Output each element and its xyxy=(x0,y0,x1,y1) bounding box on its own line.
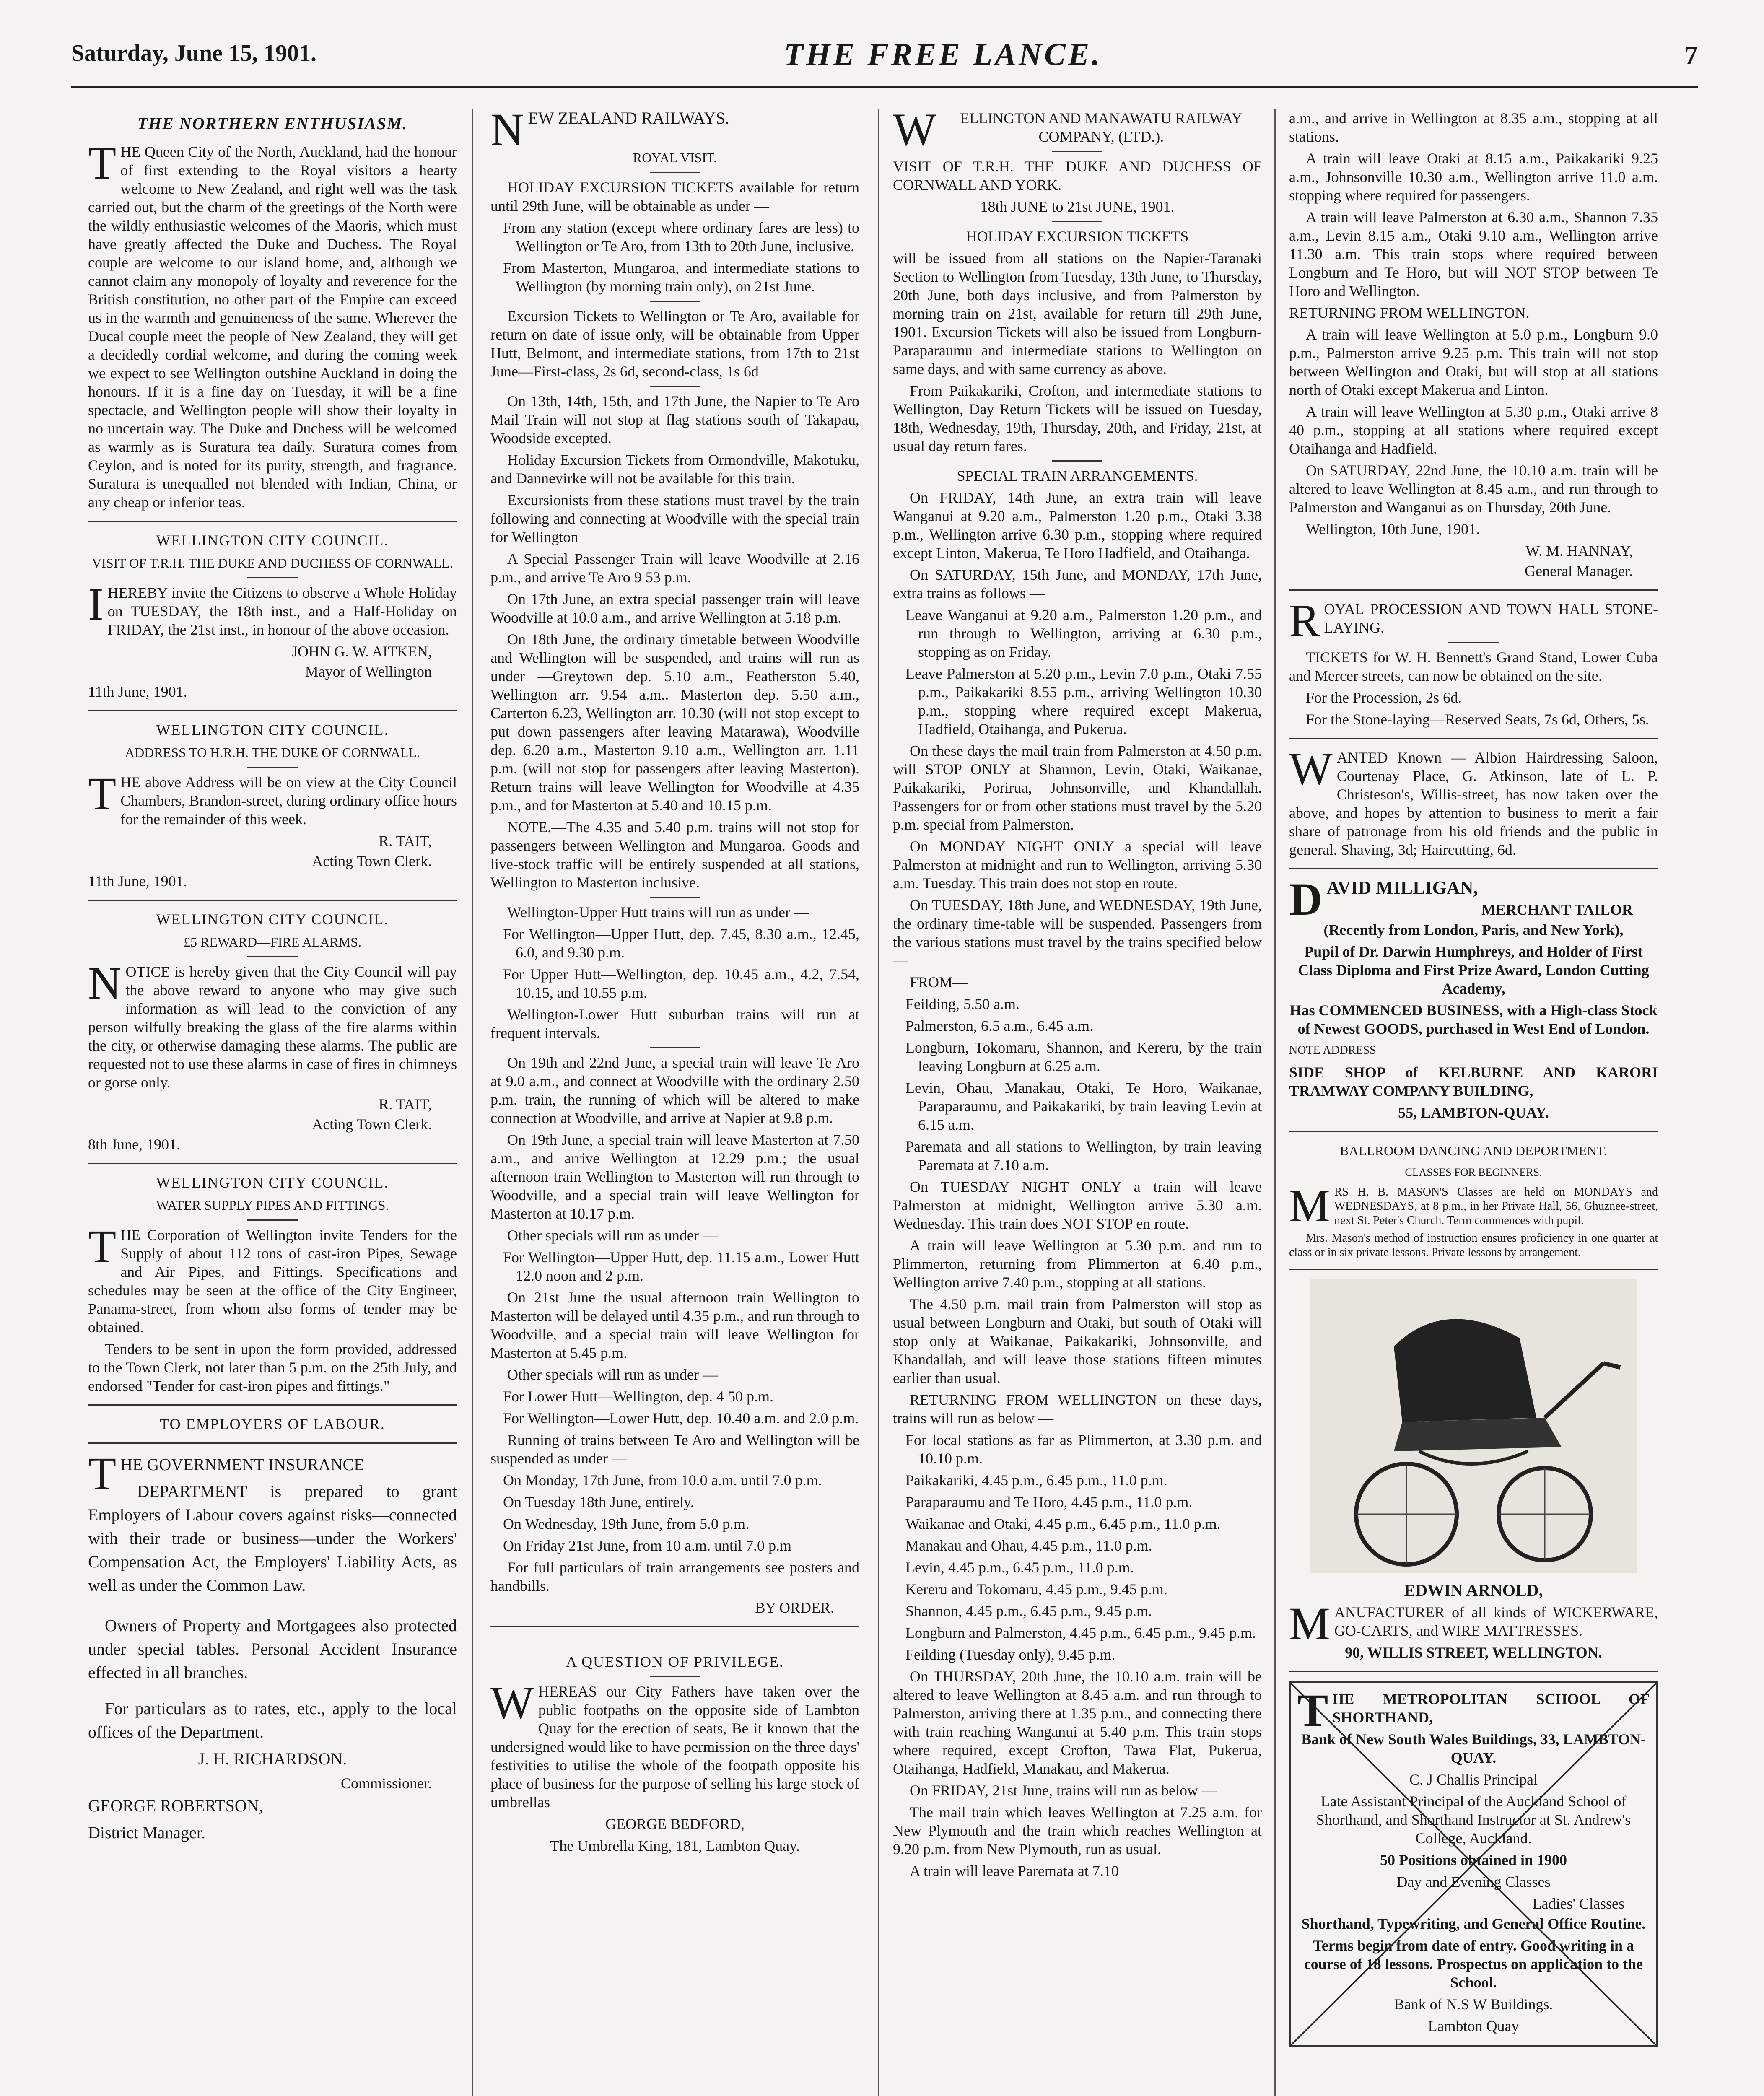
ad-body: (Recently from London, Paris, and New York), xyxy=(1323,921,1624,938)
paragraph: FROM— xyxy=(910,974,968,991)
signature: R. TAIT, xyxy=(379,833,432,849)
divider xyxy=(1289,1671,1658,1672)
ad-body: MANUFACTURER of all kinds of WICKERWARE, GO-CARTS, and WIRE MATTRESSES. xyxy=(1289,1598,1658,1649)
paragraph: A train will leave Palmerston at 6.30 a.m., Shannon 7.35 a.m., Levin 8.15 a.m., Otaki 9.10 a.m., Wellington arrive 11.30 a.m. This train stops where required between Longburn and Te Horo, but will NOT STOP between Te Horo and Wellington. xyxy=(1289,209,1658,299)
drop-cap: M xyxy=(1289,1180,1330,1231)
drop-cap: N xyxy=(490,104,524,155)
paragraph: On TUESDAY NIGHT ONLY a train will leave Palmerston at midnight, Wellington arrive 5.30 a.m. Wednesday. This train does NOT STOP en route. xyxy=(893,1178,1262,1232)
ad-heading: DAVID MILLIGAN, xyxy=(1289,874,1478,925)
cross-out-mark xyxy=(1291,1683,1656,2045)
paragraph: Kereru and Tokomaru, 4.45 p.m., 9.45 p.m. xyxy=(905,1581,1167,1598)
paragraph: Wellington-Upper Hutt trains will run as under — xyxy=(507,904,809,921)
ad-body: Has COMMENCED BUSINESS, with a High-class Stock of Newest GOODS, purchased in West End of London. xyxy=(1289,1002,1658,1037)
divider xyxy=(88,1404,457,1406)
paragraph: For Wellington—Lower Hutt, dep. 10.40 a.m. and 2.0 p.m. xyxy=(503,1410,859,1427)
column-3 xyxy=(893,104,1262,1883)
metropolitan-school-ad xyxy=(1289,1681,1658,2047)
paragraph: Palmerston, 6.5 a.m., 6.45 a.m. xyxy=(905,1017,1093,1034)
paragraph: On Wednesday, 19th June, from 5.0 p.m. xyxy=(503,1515,750,1532)
drop-cap: R xyxy=(1289,595,1320,646)
paragraph: RETURNING FROM WELLINGTON on these days, trains will run as below — xyxy=(893,1391,1262,1427)
paragraph: A train will leave Wellington at 5.30 p.m. and run to Plimmerton, returning from Plimmerton at 6.40 p.m., Wellington arrive 7.40 p.m., stopping at all stations. xyxy=(893,1237,1262,1291)
paragraph: Running of trains between Te Aro and Wellington will be suspended as under — xyxy=(490,1432,859,1467)
header-rule xyxy=(71,86,1698,88)
paragraph: Other specials will run as under — xyxy=(507,1227,718,1244)
subheading: RETURNING FROM WELLINGTON. xyxy=(1289,304,1530,321)
paragraph: On 19th and 22nd June, a special train will leave Te Aro at 9.0 a.m., and connect at Woodville with the ordinary 2.50 p.m. train, the running of which will be altered to make connection at Woodville, and arrive at Napier at 9.8 p.m. xyxy=(490,1054,859,1126)
paragraph: will be issued from all stations on the Napier-Taranaki Section to Wellington from Tuesday, 13th June, to Thursday, 20th June, both days inclusive, and from Palmerston by morning train on 21st, available for return till 29th June, 1901. Excursion Tickets will also be issued from Longburn-Paraparaumu and intermediate stations to Wellington on same days, and with same currency as above. xyxy=(893,250,1262,377)
paragraph: Paikakariki, 4.45 p.m., 6.45 p.m., 11.0 p.m. xyxy=(905,1472,1167,1489)
paragraph: Paremata and all stations to Wellington, by train leaving Paremata at 7.10 a.m. xyxy=(905,1138,1262,1173)
paragraph: A train will leave Paremata at 7.10 xyxy=(910,1863,1119,1879)
notice-title: VISIT OF T.R.H. THE DUKE AND DUCHESS OF CORNWALL. xyxy=(92,555,453,571)
drop-cap: M xyxy=(1289,1598,1330,1649)
signature-role: District Manager. xyxy=(88,1823,205,1842)
notice-body: THE above Address will be on view at the City Council Chambers, Brandon-street, during ordinary office hours for the remainder of this week. xyxy=(88,768,457,828)
paragraph: On 19th June, a special train will leave Masterton at 7.50 a.m., and arrive Wellington at 12.29 p.m.; the usual afternoon train Wellington to Masterton will run through to Woodville, and a special train will leave Wellington for Masterton at 10.17 p.m. xyxy=(490,1131,859,1222)
ad-body: WANTED Known — Albion Hairdressing Saloon, Courtenay Place, G. Atkinson, late of L. P. Christeson's, Willis-street, has now taken over the above, and hopes by attention to business to merit a fair share of patronage from his old friends and the public in general. Shaving, 3d; Haircutting, 6d. xyxy=(1289,743,1658,858)
paragraph: For full particulars of train arrangements see posters and handbills. xyxy=(490,1559,859,1594)
paragraph: Leave Wanganui at 9.20 a.m., Palmerston 1.20 p.m., and run through to Wellington, arriving at 6.30 p.m., stopping as on Friday. xyxy=(905,607,1262,660)
paragraph: Longburn, Tokomaru, Shannon, and Kereru, by the train leaving Longburn at 6.25 a.m. xyxy=(905,1039,1262,1074)
paragraph: On 17th June, an extra special passenger train will leave Woodville at 10.0 a.m., and arrive Wellington at 5.18 p.m. xyxy=(490,591,859,626)
ad-body: Mrs. Mason's method of instruction ensures proficiency in one quarter at class or in six private lessons. Private lessons by arrangement. xyxy=(1289,1232,1658,1259)
paragraph: a.m., and arrive in Wellington at 8.35 a.m., stopping at all stations. xyxy=(1289,110,1658,145)
paragraph: From any station (except where ordinary fares are less) to Wellington or Te Aro, from 13th to 20th June, inclusive. xyxy=(503,219,859,254)
signature-role: General Manager. xyxy=(1525,563,1633,579)
ad-body: For the Procession, 2s 6d. xyxy=(1306,689,1462,706)
drop-cap: T xyxy=(1297,1685,1328,1736)
paragraph: 18th JUNE to 21st JUNE, 1901. xyxy=(980,198,1175,215)
issue-date: Saturday, June 15, 1901. xyxy=(71,40,316,66)
drop-cap: I xyxy=(88,578,104,630)
page-number: 7 xyxy=(1684,40,1698,70)
paragraph: Longburn and Palmerston, 4.45 p.m., 6.45 p.m., 9.45 p.m. xyxy=(905,1624,1256,1641)
paragraph: On Tuesday 18th June, entirely. xyxy=(503,1494,694,1510)
paragraph: Wellington-Lower Hutt suburban trains will run at frequent intervals. xyxy=(490,1006,859,1041)
ad-body: MRS H. B. MASON'S Classes are held on MONDAYS and WEDNESDAYS, at 8 p.m., in her Private Hall, 56, Ghuznee-street, next St. Peter's Church. Term commences with pupil. xyxy=(1289,1180,1658,1231)
paragraph: From Masterton, Mungaroa, and intermediate stations to Wellington (by morning train only), on 21st June. xyxy=(503,259,859,295)
ad-body: 50 Positions obtained in 1900 xyxy=(1380,1852,1567,1868)
divider xyxy=(88,1442,457,1444)
paragraph: On TUESDAY, 18th June, and WEDNESDAY, 19th June, the ordinary time-table will be suspended. Passengers from the various stations must travel by the trains specified below — xyxy=(893,897,1262,969)
notice-date: 8th June, 1901. xyxy=(88,1136,180,1153)
paragraph: A Special Passenger Train will leave Woodville at 2.16 p.m., and arrive Te Aro 9 53 p.m. xyxy=(490,550,859,586)
notice-body: NOTICE is hereby given that the City Council will pay the above reward to anyone who may give such information as will lead to the conviction of any person wilfully breaking the glass of the fire alarms within the city, or otherwise damaging these alarms. The public are requested not to use these alarms in case of fires in chimneys or gorse only. xyxy=(88,957,457,1091)
paragraph: Other specials will run as under — xyxy=(507,1366,718,1383)
paragraph: From Paikakariki, Crofton, and intermediate stations to Wellington, Day Return Tickets will be issued on Tuesday, 18th, Wednesday, 19th, Thursday, 20th, and Friday, 21st, at usual day return fares. xyxy=(893,382,1262,454)
divider xyxy=(88,900,457,901)
ad-body: Ladies' Classes xyxy=(1532,1895,1624,1912)
paragraph: Feilding, 5.50 a.m. xyxy=(905,996,1019,1012)
ad-heading: THE METROPOLITAN SCHOOL OF SHORTHAND, xyxy=(1297,1685,1650,1736)
ad-body: For particulars as to rates, etc., apply to the local offices of the Department. xyxy=(88,1699,457,1741)
paragraph: Holiday Excursion Tickets from Ormondville, Makotuku, and Dannevirke will not be available for this train. xyxy=(490,451,859,487)
paragraph: On 21st June the usual afternoon train Wellington to Masterton will be delayed until 4.35 p.m., and run through to Woodville, and a special train will leave Wellington for Masterton at 5.45 p.m. xyxy=(490,1289,859,1361)
paragraph: For local stations as far as Plimmerton, at 3.30 p.m. and 10.10 p.m. xyxy=(905,1432,1262,1467)
paragraph: On 18th June, the ordinary timetable between Woodville and Wellington will be suspended, and trains will run as under —Greytown dep. 5.10 a.m., Featherston 5.40, Wellington arr. 9.54 a.m.. Masterton dep. 5.50 a.m., Carterton 6.23, Wellington arr. 10.30 (will not stop except to put down passengers after leaving Matarawa), Woodville dep. 6.20 a.m., Masterton 9.10 a.m., Wellington arr. 1.11 p.m. (will not stop for passengers after leaving Masterton). Return trains will leave Wellington for Woodville at 4.35 p.m., and for Masterton at 5.40 and 10.15 p.m. xyxy=(490,631,859,814)
paragraph: On SATURDAY, 15th June, and MONDAY, 17th June, extra trains as follows — xyxy=(893,566,1262,602)
paragraph: Shannon, 4.45 p.m., 6.45 p.m., 9.45 p.m. xyxy=(905,1603,1152,1619)
column-2 xyxy=(490,104,859,1858)
ad-body: 55, LAMBTON-QUAY. xyxy=(1398,1104,1549,1121)
notice-heading: NEW ZEALAND RAILWAYS. xyxy=(490,104,729,155)
paragraph: On Friday 21st June, from 10 a.m. until 7.0 p.m xyxy=(503,1537,791,1554)
ad-body: Day and Evening Classes xyxy=(1396,1873,1551,1890)
pram-illustration xyxy=(1310,1279,1637,1573)
divider xyxy=(1289,738,1658,739)
divider xyxy=(247,577,298,578)
ad-body: Owners of Property and Mortgagees also protected under special tables. Personal Accident Insurance effected in all branches. xyxy=(88,1616,457,1682)
ad-body: Terms begin from date of entry. Good writing in a course of 18 lessons. Prospectus on application to the School. xyxy=(1304,1937,1643,1991)
ad-body: Lambton Quay xyxy=(1428,2018,1519,2034)
drop-cap: W xyxy=(490,1677,534,1728)
divider xyxy=(650,172,700,173)
column-1 xyxy=(88,109,457,1848)
notice-subheading: ROYAL VISIT. xyxy=(633,150,717,165)
drop-cap: T xyxy=(88,768,117,819)
signature: GEORGE ROBERTSON, xyxy=(88,1796,263,1815)
notice-title: ADDRESS TO H.R.H. THE DUKE OF CORNWALL. xyxy=(125,745,420,760)
paragraph: Leave Palmerston at 5.20 p.m., Levin 7.0 p.m., Otaki 7.55 p.m., Paikakariki 8.55 p.m., arriving Wellington 10.30 p.m., stopping where required except Makerua, Hadfield, Otaihanga, and Pukerua. xyxy=(905,665,1262,737)
drop-cap: N xyxy=(88,957,122,1009)
notice-heading: WELLINGTON CITY COUNCIL. xyxy=(156,911,389,928)
paragraph: A train will leave Wellington at 5.0 p.m., Longburn 9.0 p.m., Palmerston arrive 9.25 p.m. This train will not stop between Wellington and Otaki, but will stop at all stations north of Otaki except Makerua and Linton. xyxy=(1289,326,1658,398)
divider xyxy=(650,386,700,387)
signature-role: Commissioner. xyxy=(340,1775,432,1792)
masthead: THE FREE LANCE. xyxy=(784,37,1102,72)
ad-subheading: CLASSES FOR BEGINNERS. xyxy=(1405,1166,1542,1178)
paragraph: Levin, Ohau, Manakau, Otaki, Te Horo, Waikanae, Paraparaumu, and Paikakariki, by train leaving Levin at 6.15 a.m. xyxy=(905,1079,1262,1133)
notice-date: 11th June, 1901. xyxy=(88,683,187,700)
ad-heading: TO EMPLOYERS OF LABOUR. xyxy=(160,1416,385,1432)
paragraph: HOLIDAY EXCURSION TICKETS available for return until 29th June, will be obtainable as under — xyxy=(490,179,859,214)
ad-body: DEPARTMENT is prepared to grant Employers of Labour covers against risks—connected with their trade or business—under the Workers' Compensation Act, the Employers' Liability Acts, as well as under the Common Law. xyxy=(88,1482,457,1595)
ad-body: TICKETS for W. H. Bennett's Grand Stand, Lower Cuba and Mercer streets, can now be obtained on the site. xyxy=(1289,649,1658,684)
divider xyxy=(1289,1269,1658,1270)
paragraph: On FRIDAY, 21st June, trains will run as below — xyxy=(910,1782,1217,1799)
ad-heading: EDWIN ARNOLD, xyxy=(1404,1581,1543,1600)
signature-role: The Umbrella King, 181, Lambton Quay. xyxy=(550,1837,800,1854)
paragraph: On THURSDAY, 20th June, the 10.10 a.m. train will be altered to leave Wellington at 8.45 a.m. and run through to Palmerston, arriving there at 1.35 p.m., and connecting there with train reaching Wanganui at 5.40 p.m. This train stops where required, except Crofton, Tawa Flat, Pukerua, Otaihanga, Hadfield, Manakau, and Makerua. xyxy=(893,1668,1262,1777)
divider xyxy=(1289,868,1658,869)
divider xyxy=(1289,1131,1658,1132)
paragraph: On Monday, 17th June, from 10.0 a.m. until 7.0 p.m. xyxy=(503,1472,822,1489)
column-rule xyxy=(878,109,879,2096)
divider xyxy=(88,1163,457,1164)
paragraph: Manakau and Ohau, 4.45 p.m., 11.0 p.m. xyxy=(905,1537,1152,1554)
paragraph: On FRIDAY, 14th June, an extra train will leave Wanganui at 9.20 a.m., Palmerston 1.20 p.m., Otaki 3.38 p.m., Wellington arrive 6.30 p.m., stopping where required except Linton, Makerua, Te Horo Hadfield, and Otaihanga. xyxy=(893,489,1262,561)
ad-heading: ROYAL PROCESSION AND TOWN HALL STONE-LAYING. xyxy=(1289,595,1658,646)
paragraph: Wellington, 10th June, 1901. xyxy=(1306,521,1480,537)
notice-heading: WELLINGTON CITY COUNCIL. xyxy=(156,721,389,738)
ad-body: Pupil of Dr. Darwin Humphreys, and Holder of First Class Diploma and First Prize Award, London Cutting Academy, xyxy=(1298,943,1649,997)
paragraph: For Upper Hutt—Wellington, dep. 10.45 a.m., 4.2, 7.54, 10.15, and 10.55 p.m. xyxy=(503,966,859,1001)
ad-address: 90, WILLIS STREET, WELLINGTON. xyxy=(1345,1644,1602,1661)
column-rule xyxy=(472,109,473,2096)
signature-role: Mayor of Wellington xyxy=(305,663,432,680)
ad-subheading: MERCHANT TAILOR xyxy=(1481,901,1633,918)
notice-body: IHEREBY invite the Citizens to observe a Whole Holiday on TUESDAY, the 18th inst., and a Half-Holiday on FRIDAY, the 21st inst., in honour of the above occasion. xyxy=(88,578,457,638)
drop-cap: W xyxy=(893,104,936,155)
ad-body: For the Stone-laying—Reserved Seats, 7s 6d, Others, 5s. xyxy=(1306,711,1649,728)
notice-body: WHEREAS our City Fathers have taken over the public footpaths on the opposite side of Lambton Quay for the erection of seats, Be it known that the undersigned would like to have permission on the three days' festivities to utilise the whole of the footpath opposite his place of business for the purpose of selling his large stock of umbrellas xyxy=(490,1677,859,1811)
ad-body: SIDE SHOP of KELBURNE AND KARORI TRAMWAY COMPANY BUILDING, xyxy=(1289,1064,1658,1099)
divider xyxy=(1289,589,1658,591)
notice-body: Tenders to be sent in upon the form provided, addressed to the Town Clerk, not later than 5 p.m. on the 25th July, and endorsed "Tender for cast-iron pipes and fittings." xyxy=(88,1341,457,1394)
paragraph: The mail train which leaves Wellington at 7.25 a.m. for New Plymouth and the train which reaches Wellington at 9.20 p.m. from New Plymouth, run as usual. xyxy=(893,1804,1262,1857)
notice-title: £5 REWARD—FIRE ALARMS. xyxy=(183,934,362,949)
divider xyxy=(650,1676,700,1677)
paragraph: For Wellington—Upper Hutt, dep. 7.45, 8.30 a.m., 12.45, 6.0, and 9.30 p.m. xyxy=(503,926,859,961)
divider xyxy=(650,1047,700,1048)
notice-title: WATER SUPPLY PIPES AND FITTINGS. xyxy=(156,1198,389,1213)
drop-cap: D xyxy=(1289,874,1323,925)
page-header xyxy=(71,37,1698,73)
divider xyxy=(490,1626,859,1627)
paragraph: Waikanae and Otaki, 4.45 p.m., 6.45 p.m., 11.0 p.m. xyxy=(905,1515,1221,1532)
divider xyxy=(247,1219,298,1221)
paragraph: On these days the mail train from Palmerston at 4.50 p.m. will STOP ONLY at Shannon, Levin, Otaki, Waikanae, Paikakariki, Porirua, Johnsonville, and Khandallah. Passengers for or from other stations must travel by the 5.20 p.m. special from Palmerston. xyxy=(893,742,1262,833)
paragraph: A train will leave Otaki at 8.15 a.m., Paikakariki 9.25 a.m., Johnsonville 10.30 a.m., Wellington arrive 11.0 a.m. stopping where required for passengers. xyxy=(1289,150,1658,204)
divider xyxy=(1052,151,1102,152)
paragraph: NOTE.—The 4.35 and 5.40 p.m. trains will not stop for passengers between Wellington and Mungaroa. Goods and live-stock traffic will be entirely suspended at all stations, Wellington to Masterton inclusive. xyxy=(490,819,859,891)
notice-heading: W ELLINGTON AND MANAWATU RAILWAY COMPANY, (LTD.). xyxy=(893,104,1243,155)
signature-role: Acting Town Clerk. xyxy=(312,1116,432,1133)
paragraph: Excursion Tickets to Wellington or Te Aro, available for return on date of issue only, will be obtainable from Upper Hutt, Belmont, and intermediate stations, from 17th to 21st June—First-class, 2s 6d, second-class, 1s 6d xyxy=(490,308,859,380)
signature: GEORGE BEDFORD, xyxy=(605,1816,745,1832)
ad-heading: BALLROOM DANCING AND DEPORTMENT. xyxy=(1340,1143,1607,1158)
ad-body: C. J Challis Principal xyxy=(1409,1771,1538,1788)
paragraph: VISIT OF T.R.H. THE DUKE AND DUCHESS OF CORNWALL AND YORK. xyxy=(893,158,1262,193)
paragraph: Paraparaumu and Te Horo, 4.45 p.m., 11.0 p.m. xyxy=(905,1494,1193,1510)
divider xyxy=(1448,642,1499,643)
ad-body: Bank of New South Wales Buildings, 33, LAMBTON-QUAY. xyxy=(1301,1731,1646,1766)
signature: J. H. RICHARDSON. xyxy=(198,1749,347,1768)
divider xyxy=(650,897,700,898)
paragraph: On SATURDAY, 22nd June, the 10.10 a.m. train will be altered to leave Wellington at 8.45 a.m., and run through to Palmerston and Wanganui as on Thursday, 20th June. xyxy=(1289,462,1658,516)
article-body: THE Queen City of the North, Auckland, had the honour of first extending to the Royal visitors a hearty welcome to New Zealand, and right well was the task carried out, but the charm of the greetings of the North were the wildly enthusiastic welcomes of the Maoris, which must have greatly affected the Duke and Duchess. The Royal couple are welcome to our island home, and, although we cannot claim any monopoly of loyalty and reverence for the British constitution, no other part of the Empire can exceed us in the warmth and genuineness of the same. Wherever the Ducal couple meet the people of New Zealand, they will get a decidedly cordial welcome, and during the coming week we expect to see Wellington outshine Auckland in doing the honours. If it is a fine day on Tuesday, it will be a fine spectacle, and Wellington people will show their loyalty in no uncertain way. The Duke and Duchess will be welcomed as warmly as is Suratura tea daily. Suratura comes from Ceylon, and is noted for its purity, strength, and fragrance. Suratura is unequalled not blended with Indian, China, or any cheap or inferior teas. xyxy=(88,137,457,511)
signature: JOHN G. W. AITKEN, xyxy=(291,643,432,660)
divider xyxy=(650,301,700,302)
ad-body: Shorthand, Typewriting, and General Office Routine. xyxy=(1301,1915,1646,1932)
column-4 xyxy=(1289,109,1658,2047)
paragraph: For Wellington—Upper Hutt, dep. 11.15 a.m., Lower Hutt 12.0 noon and 2 p.m. xyxy=(503,1249,859,1284)
ad-body: Bank of N.S W Buildings. xyxy=(1394,1996,1553,2013)
article-title: THE NORTHERN ENTHUSIASM. xyxy=(137,114,408,133)
drop-cap: W xyxy=(1289,743,1333,794)
paragraph: A train will leave Wellington at 5.30 p.m., Otaki arrive 8 40 p.m., stopping at all stations where required except Otaihanga and Hadfield. xyxy=(1289,403,1658,457)
divider xyxy=(88,710,457,711)
paragraph: The 4.50 p.m. mail train from Palmerston will stop as usual between Longburn and Otaki, but south of Otaki will stop only at Waikanae, Paikakariki, Johnsonville, and Khandallah, and will leave those stations fifteen minutes earlier than usual. xyxy=(893,1296,1262,1386)
paragraph: Feilding (Tuesday only), 9.45 p.m. xyxy=(905,1646,1115,1663)
signature: BY ORDER. xyxy=(755,1599,834,1616)
signature-role: Acting Town Clerk. xyxy=(312,853,432,869)
notice-body: THE Corporation of Wellington invite Tenders for the Supply of about 112 tons of cast-iron Pipes, Sewage and Air Pipes, and Fittings. Specifications and schedules may be seen at the office of the City Engineer, Panama-street, from whom also forms of tender may be obtained. xyxy=(88,1221,457,1336)
notice-date: 11th June, 1901. xyxy=(88,873,187,890)
drop-cap: T xyxy=(88,1448,117,1499)
divider xyxy=(247,767,298,768)
ad-body: Late Assistant Principal of the Auckland School of Shorthand, and Shorthand Instructor at St. Andrew's College, Auckland. xyxy=(1316,1793,1631,1847)
subheading: HOLIDAY EXCURSION TICKETS xyxy=(966,228,1189,245)
column-rule xyxy=(1274,109,1276,2096)
paragraph: Excursionists from these stations must travel by the train following and connecting at Woodville with the special train for Wellington xyxy=(490,492,859,545)
notice-heading: WELLINGTON CITY COUNCIL. xyxy=(156,532,389,549)
subheading: SPECIAL TRAIN ARRANGEMENTS. xyxy=(957,467,1198,484)
notice-heading: WELLINGTON CITY COUNCIL. xyxy=(156,1174,389,1191)
divider xyxy=(88,521,457,522)
ad-heading-line: THE GOVERNMENT INSURANCE xyxy=(88,1448,364,1499)
signature: R. TAIT, xyxy=(379,1096,432,1113)
drop-cap: T xyxy=(88,1221,117,1272)
divider xyxy=(1052,221,1102,222)
divider xyxy=(1052,460,1102,462)
paragraph: On 13th, 14th, 15th, and 17th June, the Napier to Te Aro Mail Train will not stop at flag stations south of Takapau, Woodside excepted. xyxy=(490,393,859,446)
paragraph: On MONDAY NIGHT ONLY a special will leave Palmerston at midnight and run to Wellington, arriving 5.30 a.m. Tuesday. This train does not stop en route. xyxy=(893,838,1262,892)
notice-heading: A QUESTION OF PRIVILEGE. xyxy=(566,1653,784,1670)
ad-body: NOTE ADDRESS— xyxy=(1289,1044,1388,1057)
divider xyxy=(247,956,298,957)
paragraph: Levin, 4.45 p.m., 6.45 p.m., 11.0 p.m. xyxy=(905,1559,1134,1576)
signature: W. M. HANNAY, xyxy=(1525,542,1633,559)
paragraph: For Lower Hutt—Wellington, dep. 4 50 p.m. xyxy=(503,1388,774,1405)
drop-cap: T xyxy=(88,137,117,189)
